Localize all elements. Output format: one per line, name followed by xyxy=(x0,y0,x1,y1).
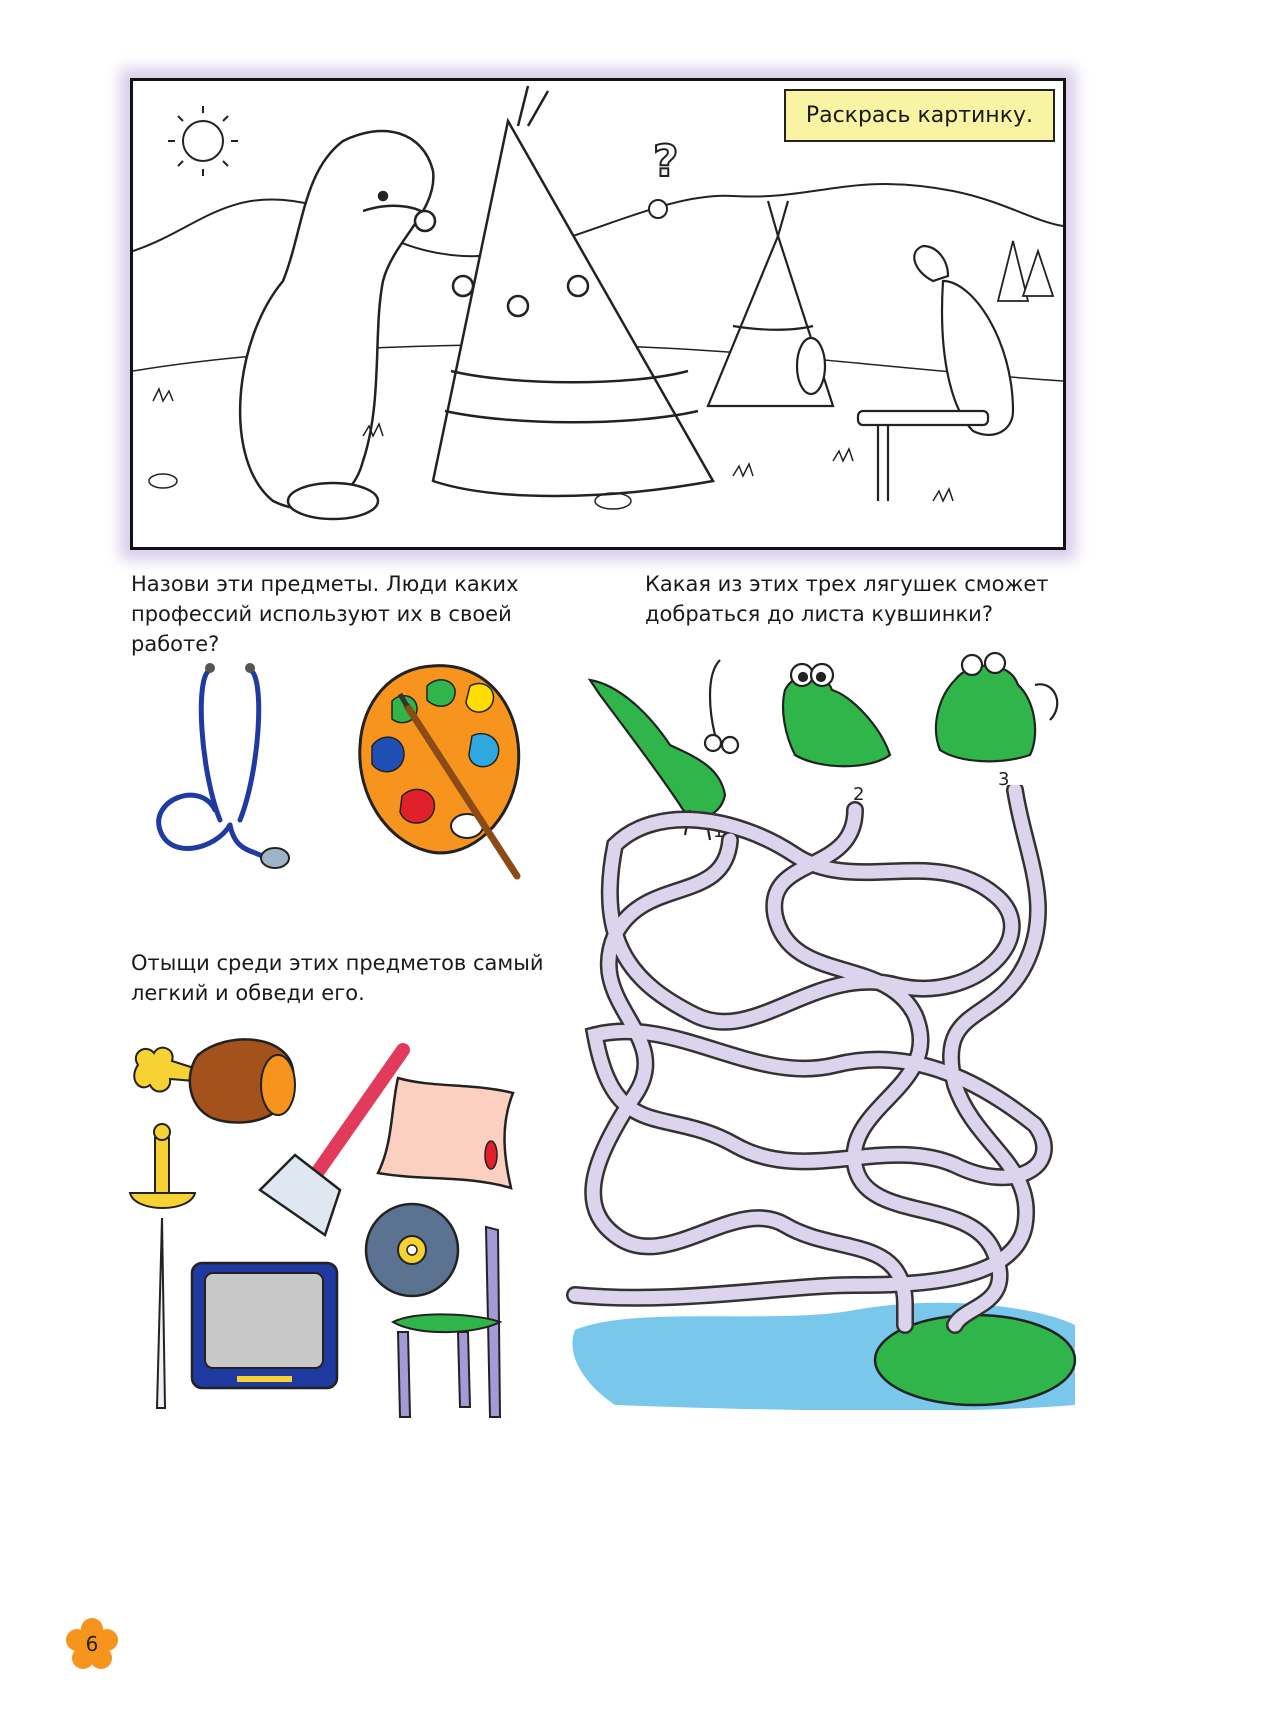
tv-icon xyxy=(187,1258,342,1393)
page-number xyxy=(66,1618,118,1670)
frog-3 xyxy=(936,653,1057,761)
page-number-text: 6 xyxy=(85,1632,99,1656)
small-tipi xyxy=(708,201,833,406)
vulture-figure xyxy=(858,246,1013,501)
frog-label-3: 3 xyxy=(998,769,1010,790)
frog-maze xyxy=(555,785,1080,1410)
question-lightest: Отыщи среди этих предметов самый легкий и обведи его. xyxy=(131,951,544,1005)
frog-label-1: 1 xyxy=(713,821,725,842)
frog-label-2: 2 xyxy=(853,784,865,805)
coloring-picture xyxy=(130,78,1066,550)
pillow-icon xyxy=(373,1063,518,1193)
bear-figure xyxy=(240,131,435,519)
svg-text:?: ? xyxy=(653,136,679,187)
sun-icon xyxy=(168,106,238,176)
question-frogs: Какая из этих трех лягушек сможет добраться до листа кувшинки? xyxy=(645,572,1049,626)
coloring-scene xyxy=(133,81,1063,547)
question-professions: Назови эти предметы. Люди каких профессий используют их в своей работе? xyxy=(131,572,519,656)
palette-icon xyxy=(352,656,532,881)
coloring-caption: Раскрась картинку. xyxy=(784,89,1055,142)
frog-2 xyxy=(783,664,890,766)
stethoscope-icon xyxy=(140,650,310,880)
chair-icon xyxy=(388,1222,528,1422)
